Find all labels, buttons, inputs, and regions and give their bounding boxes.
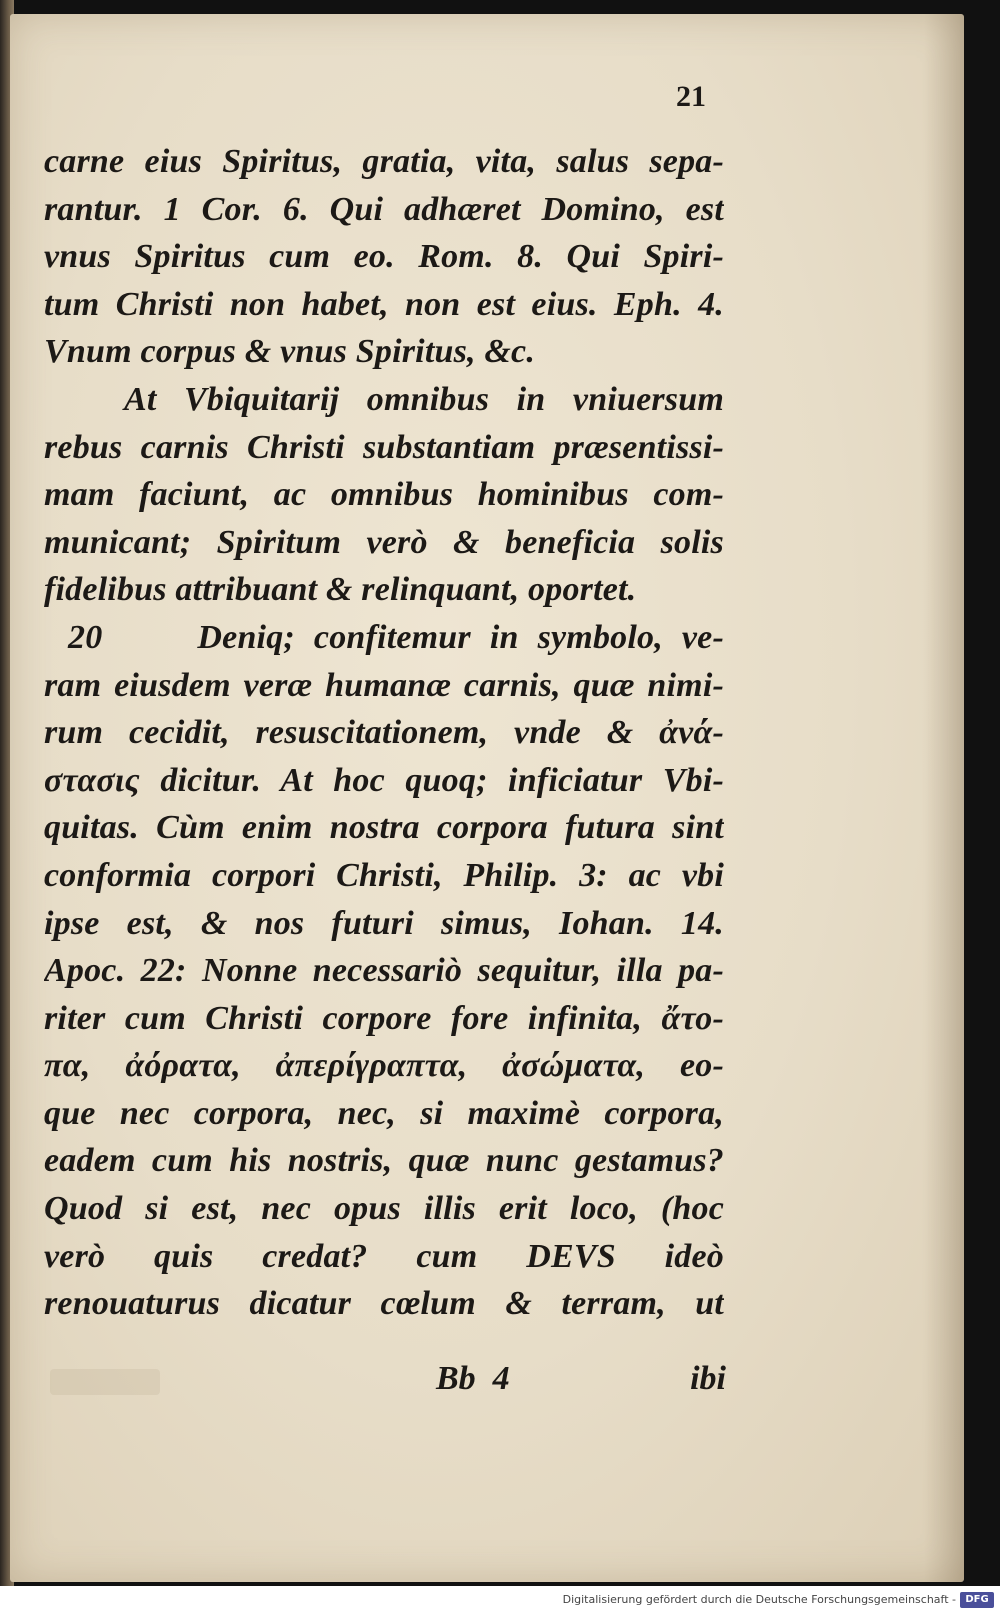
text-line: que nec corpora, nec, si maximè corpora,	[44, 1094, 724, 1132]
text-line: carne eius Spiritus, gratia, vita, salus sepa-	[44, 143, 724, 180]
text-line: Apoc. 22: Nonne necessariò sequitur, illa pa-	[44, 952, 724, 990]
text-line: verò quis credat? cum DEVS ideò	[44, 1237, 724, 1275]
text-line: ram eiusdem veræ humanæ carnis, quæ nimi-	[44, 666, 724, 704]
text-line: fidelibus attribuant & relinquant, oportet.	[44, 571, 637, 609]
text-line: πα, ἀόρατα, ἀπερίγραπτα, ἀσώματα, eo-	[44, 1047, 724, 1085]
text-line: mam faciunt, ac omnibus hominibus com-	[44, 476, 724, 514]
text-line: rum cecidit, resuscitationem, vnde & ἀνά-	[44, 714, 724, 752]
text-line: conformia corpori Christi, Philip. 3: ac vbi	[44, 856, 724, 894]
text-line: riter cum Christi corpore fore infinita, ἄτο-	[44, 999, 724, 1037]
paper-stain	[50, 1369, 160, 1395]
text-line: tum Christi non habet, non est eius. Eph. 4.	[44, 285, 724, 323]
digitization-credit-bar	[0, 1586, 1000, 1616]
text-line: 20 Deniq; confitemur in symbolo, ve-	[68, 618, 724, 656]
text-line: Vnum corpus & vnus Spiritus, &c.	[44, 333, 536, 371]
dfg-logo-icon: DFG	[960, 1592, 994, 1608]
page-number: 21	[676, 80, 706, 113]
page-footer	[410, 1360, 726, 1406]
text-line: At Vbiquitarij omnibus in vniuersum	[124, 380, 724, 418]
credit-text: Digitalisierung gefördert durch die Deutsche Forschungsgemeinschaft -	[562, 1593, 956, 1606]
text-line: eadem cum his nostris, quæ nunc gestamus?	[44, 1142, 724, 1180]
text-line: quitas. Cùm enim nostra corpora futura sint	[44, 809, 724, 847]
book-page	[10, 14, 964, 1582]
text-line: vnus Spiritus cum eo. Rom. 8. Qui Spiri-	[44, 238, 724, 276]
catchword: ibi	[690, 1360, 726, 1397]
text-line: rebus carnis Christi substantiam præsentissi-	[44, 428, 724, 466]
text-line: municant; Spiritum verò & beneficia solis	[44, 523, 724, 561]
page-edge-shadow	[924, 14, 964, 1582]
signature-mark: Bb 4	[436, 1360, 510, 1397]
text-line: renouaturus dicatur cœlum & terram, ut	[44, 1285, 724, 1323]
text-line: ipse est, & nos futuri simus, Iohan. 14.	[44, 904, 724, 942]
body-text	[44, 138, 724, 1328]
text-line: rantur. 1 Cor. 6. Qui adhæret Domino, est	[44, 190, 724, 228]
text-line: στασις dicitur. At hoc quoq; inficiatur Vbi-	[44, 761, 724, 799]
text-line: Quod si est, nec opus illis erit loco, (hoc	[44, 1190, 724, 1228]
